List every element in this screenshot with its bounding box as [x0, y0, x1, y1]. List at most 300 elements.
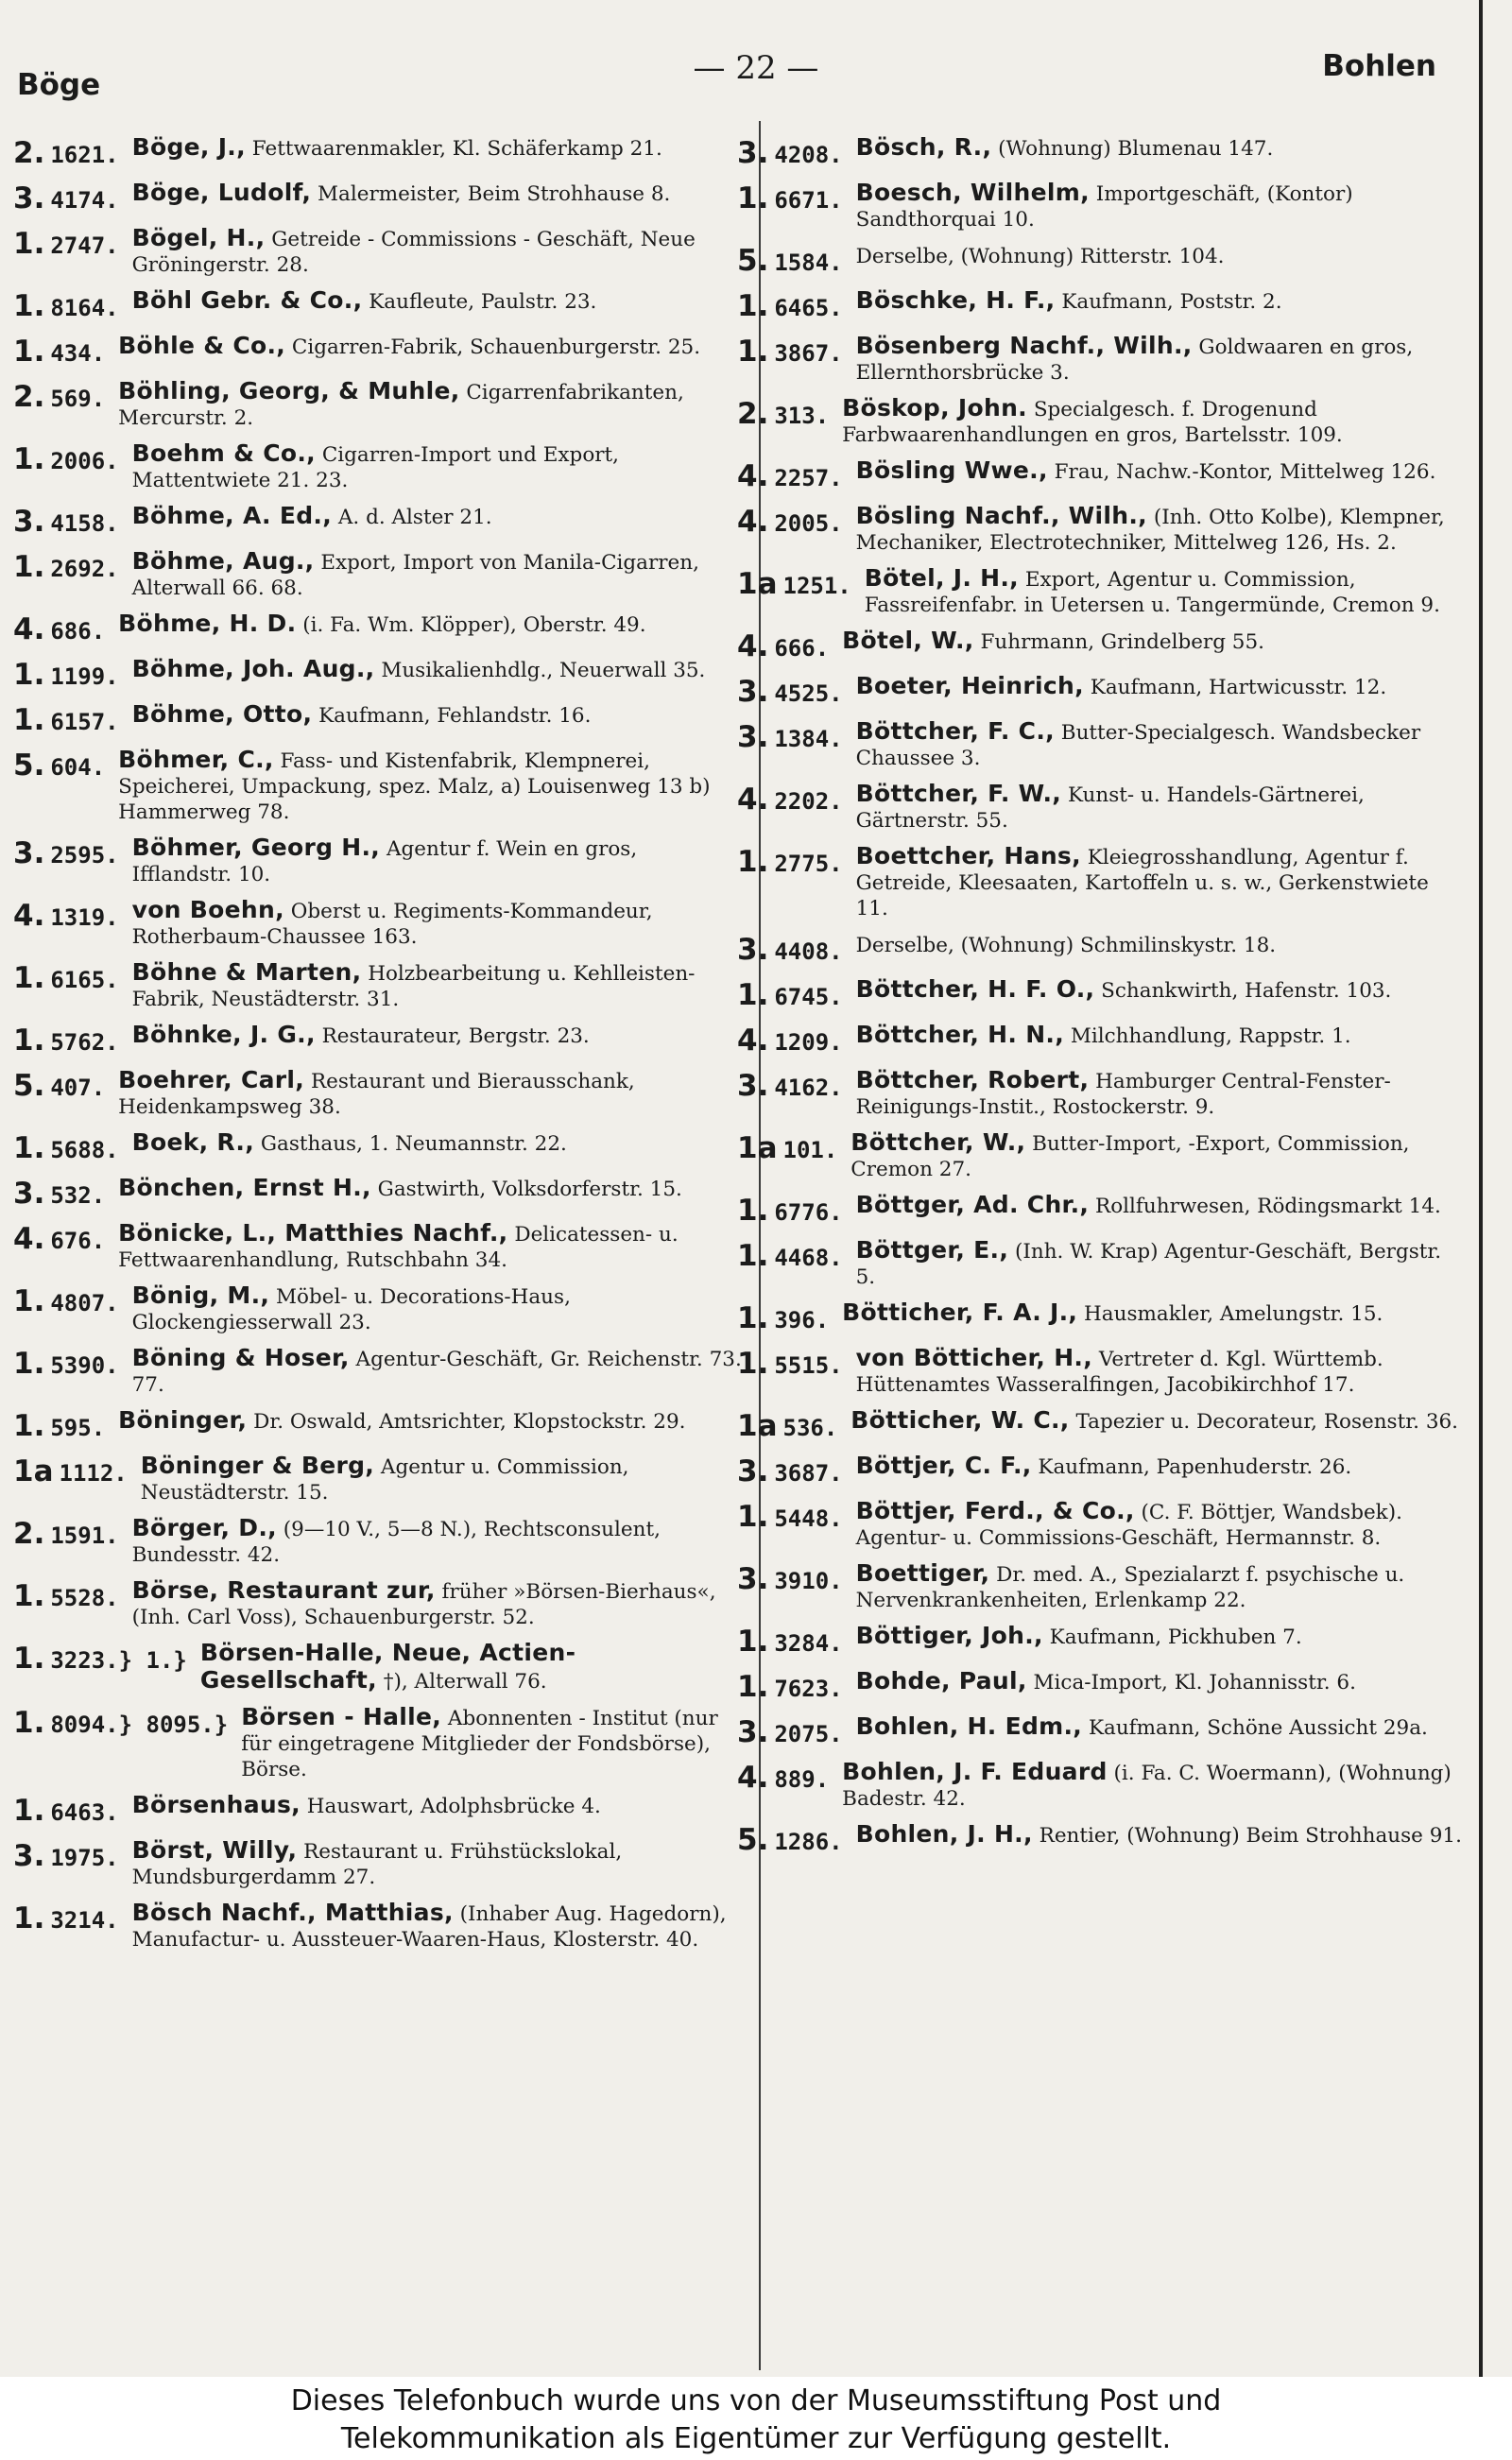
- entry-text: [128, 1453, 743, 1505]
- entry-class: 3.: [737, 1454, 769, 1488]
- entry-name: Böhmer, Georg H.,: [131, 834, 381, 861]
- entry-details: (i. Fa. C. Woermann), (Wohnung) Badestr. 42.: [842, 1762, 1452, 1811]
- directory-entry: [737, 1407, 1467, 1443]
- directory-entry: [13, 548, 743, 601]
- directory-entry: [13, 1067, 743, 1120]
- entry-phone-number: 5390.: [50, 1352, 119, 1379]
- entry-phone-number: 6745.: [774, 984, 843, 1010]
- entry-text: [843, 1623, 1467, 1650]
- entry-class: 1.: [13, 961, 45, 995]
- entry-text: [105, 1407, 743, 1435]
- entry-phone-number: 6463.: [50, 1799, 119, 1826]
- entry-details: Hamburger Central-Fenster-Reinigungs-Instit., Rostockerstr. 9.: [855, 1070, 1391, 1119]
- entry-phone-number: 6465.: [774, 295, 843, 321]
- entry-text: [843, 1067, 1467, 1120]
- directory-entry: [13, 1129, 743, 1165]
- entry-class: 3.: [13, 505, 45, 539]
- directory-entry: [13, 656, 743, 692]
- entry-text: [829, 1299, 1467, 1327]
- entry-class: 1.: [737, 845, 769, 879]
- entry-text: [119, 1345, 743, 1398]
- entry-class: 2.: [737, 397, 769, 431]
- entry-phone-number: 6165.: [50, 967, 119, 993]
- entry-class: 4.: [737, 783, 769, 817]
- entry-name: Bohlen, J. F. Eduard: [842, 1758, 1108, 1785]
- entry-details: Schankwirth, Hafenstr. 103.: [1101, 979, 1392, 1003]
- entry-name: Börst, Willy,: [131, 1836, 298, 1864]
- entry-text: [843, 1192, 1467, 1219]
- entry-text: [843, 673, 1467, 700]
- entry-phone-number: 1209.: [774, 1029, 843, 1056]
- entry-number: [13, 834, 119, 870]
- entry-number: [737, 1560, 843, 1596]
- directory-entry: [13, 1640, 743, 1694]
- directory-entry: [13, 1837, 743, 1890]
- entry-number: [13, 897, 119, 933]
- directory-entry: [13, 1220, 743, 1273]
- entry-name: Böge, Ludolf,: [131, 179, 312, 206]
- entry-text: [119, 503, 743, 530]
- entry-class: 4.: [737, 1024, 769, 1058]
- entry-class: 1.: [13, 1284, 45, 1318]
- entry-phone-number: 1199.: [50, 663, 119, 690]
- entry-phone-number: 3867.: [774, 340, 843, 367]
- entry-text: [843, 1237, 1467, 1290]
- directory-entry: [13, 1022, 743, 1058]
- entry-text: [843, 287, 1467, 315]
- entry-details: Export, Import von Manila-Cigarren, Alterwall 66. 68.: [131, 551, 699, 600]
- entry-name: Böhne & Marten,: [131, 958, 362, 986]
- directory-entry: [13, 1407, 743, 1443]
- entry-text: [843, 333, 1467, 386]
- entry-text: [843, 1821, 1467, 1849]
- entry-phone-number: 1591.: [50, 1522, 119, 1549]
- directory-entry: [737, 1192, 1467, 1228]
- directory-entry: [13, 1453, 743, 1505]
- footer-notice: [0, 2377, 1512, 2460]
- entry-class: 1.: [737, 181, 769, 215]
- directory-entry: [13, 1577, 743, 1630]
- entry-details: (9—10 V., 5—8 N.), Rechtsconsulent, Bundesstr. 42.: [131, 1518, 661, 1567]
- entry-number: [13, 611, 105, 646]
- entry-class: 1a: [13, 1454, 54, 1488]
- entry-class: 3.: [13, 836, 45, 870]
- entry-phone-number: 3214.: [50, 1907, 119, 1934]
- entry-number: [737, 1498, 843, 1534]
- entry-text: [843, 503, 1467, 556]
- entry-class: 4.: [13, 1222, 45, 1256]
- directory-entry: [737, 1668, 1467, 1704]
- entry-number: [13, 747, 105, 783]
- entry-phone-number: 1112.: [59, 1460, 128, 1487]
- entry-number: [13, 180, 119, 215]
- entry-class: 1.: [13, 289, 45, 323]
- entry-details: Butter-Specialgesch. Wandsbecker Chaussee 3.: [855, 721, 1421, 770]
- entry-class: 3.: [737, 720, 769, 754]
- entry-text: [843, 180, 1467, 232]
- directory-entry: [737, 1713, 1467, 1749]
- entry-number: [737, 1407, 837, 1443]
- entry-class: 1a: [737, 1409, 778, 1443]
- entry-text: [105, 333, 743, 360]
- entry-number: [737, 1022, 843, 1058]
- directory-entry: [13, 134, 743, 170]
- entry-details: Kaufmann, Poststr. 2.: [1061, 290, 1282, 314]
- entry-phone-number: 2005.: [774, 510, 843, 537]
- entry-details: (i. Fa. Wm. Klöpper), Oberstr. 49.: [302, 613, 646, 637]
- entry-phone-number: 604.: [50, 754, 106, 781]
- directory-entry: [13, 1515, 743, 1568]
- entry-details: Agentur u. Commission, Neustädterstr. 15.: [140, 1455, 629, 1505]
- entry-number: [13, 1129, 119, 1165]
- entry-class: 3.: [13, 1839, 45, 1873]
- entry-number: [13, 1704, 228, 1740]
- entry-phone-number: 889.: [774, 1766, 830, 1793]
- entry-details: Tapezier u. Decorateur, Rosenstr. 36.: [1075, 1410, 1459, 1434]
- directory-entry: [13, 378, 743, 431]
- entry-text: [843, 1498, 1467, 1551]
- entry-phone-number: 2747.: [50, 232, 119, 259]
- entry-details: Agentur f. Wein en gros, Ifflandstr. 10.: [131, 837, 638, 886]
- entry-text: [843, 242, 1467, 269]
- entry-details: Export, Agentur u. Commission, Fassreifenfabr. in Uetersen u. Tangermünde, Cremon 9.: [864, 568, 1440, 617]
- entry-class: 3.: [737, 1715, 769, 1749]
- entry-text: [843, 457, 1467, 485]
- entry-details: Rollfuhrwesen, Rödingsmarkt 14.: [1095, 1195, 1441, 1218]
- entry-details: Delicatessen- u. Fettwaarenhandlung, Rutschbahn 34.: [118, 1223, 679, 1272]
- directory-entry: [737, 1129, 1467, 1182]
- entry-number: [737, 395, 829, 431]
- entry-number: [13, 1345, 119, 1381]
- entry-phone-number: 686.: [50, 618, 106, 645]
- entry-number: [737, 457, 843, 493]
- entry-text: [119, 287, 743, 315]
- directory-entry: [737, 673, 1467, 709]
- entry-details: Frau, Nachw.-Kontor, Mittelweg 126.: [1054, 460, 1436, 484]
- entry-number: [737, 1713, 843, 1749]
- entry-number: [13, 225, 119, 261]
- entry-class: 3.: [737, 1069, 769, 1103]
- entry-class: 1.: [13, 658, 45, 692]
- directory-entry: [737, 976, 1467, 1012]
- entry-number: [737, 333, 843, 369]
- entry-text: [843, 931, 1467, 958]
- entry-text: [843, 976, 1467, 1004]
- entry-phone-number: 1251.: [782, 573, 851, 599]
- entry-details: Goldwaaren en gros, Ellernthorsbrücke 3.: [855, 335, 1414, 385]
- entry-text: [843, 843, 1467, 921]
- entry-phone-number: 2595.: [50, 842, 119, 869]
- entry-name: Böttcher, F. W.,: [855, 780, 1062, 807]
- entry-class: 1.: [737, 978, 769, 1012]
- entry-number: [737, 180, 843, 215]
- entry-phone-number: 2257.: [774, 465, 843, 491]
- entry-number: [737, 781, 843, 817]
- entry-details: Restaurant u. Frühstückslokal, Mundsburgerdamm 27.: [131, 1840, 623, 1889]
- entry-phone-number: 2692.: [50, 556, 119, 582]
- entry-text: [843, 1022, 1467, 1049]
- entry-number: [737, 134, 843, 170]
- entry-class: 4.: [737, 505, 769, 539]
- entry-class: 1.: [13, 1131, 45, 1165]
- directory-entry: [737, 287, 1467, 323]
- directory-entry: [737, 333, 1467, 386]
- directory-entry: [737, 1022, 1467, 1058]
- directory-entry: [737, 395, 1467, 448]
- entry-class: 2.: [13, 1517, 45, 1551]
- entry-phone-number: 5448.: [774, 1505, 843, 1532]
- entry-name: Boettcher, Hans,: [855, 842, 1081, 869]
- entry-name: Börsen-Halle, Neue, Actien-Gesellschaft,: [199, 1639, 576, 1694]
- entry-phone-number: 4162.: [774, 1075, 843, 1101]
- entry-class: 1.: [737, 1670, 769, 1704]
- entry-phone-number: 5762.: [50, 1029, 119, 1056]
- entry-name: Boek, R.,: [131, 1128, 255, 1156]
- entry-details: Holzbearbeitung u. Kehlleisten-Fabrik, Neustädterstr. 31.: [131, 962, 696, 1011]
- directory-entry: [737, 931, 1467, 967]
- entry-text: [105, 1067, 743, 1120]
- entry-details: Kaufmann, Papenhuderstr. 26.: [1038, 1455, 1352, 1479]
- entry-phone-number: 2775.: [774, 851, 843, 877]
- entry-class: 1.: [13, 335, 45, 369]
- entry-phone-number: 3910.: [774, 1568, 843, 1594]
- entry-details: Restaurateur, Bergstr. 23.: [321, 1024, 590, 1048]
- entry-text: [228, 1704, 743, 1782]
- entry-name: Bögel, H.,: [131, 224, 266, 251]
- entry-details: Cigarrenfabrikanten, Mercurstr. 2.: [118, 381, 684, 430]
- entry-name: Böttger, Ad. Chr.,: [855, 1191, 1090, 1218]
- entry-phone-number: 666.: [774, 635, 830, 662]
- entry-name: Bötel, W.,: [842, 627, 974, 654]
- entry-class: 4.: [737, 459, 769, 493]
- footer-line-2: Telekommunikation als Eigentümer zur Verfügung gestellt.: [340, 2422, 1172, 2455]
- entry-phone-number: 7623.: [774, 1676, 843, 1702]
- entry-number: [13, 1640, 187, 1676]
- entry-name: Bösling Wwe.,: [855, 456, 1048, 484]
- entry-number: [13, 1407, 105, 1443]
- entry-details: Kaufmann, Pickhuben 7.: [1049, 1626, 1302, 1649]
- entry-name: Böskop, John.: [842, 394, 1027, 421]
- directory-entry: [13, 834, 743, 887]
- directory-entry: [13, 611, 743, 646]
- entry-text: [119, 1515, 743, 1568]
- entry-name: Börse, Restaurant zur,: [131, 1576, 436, 1604]
- entry-class: 5.: [737, 244, 769, 278]
- entry-name: Böhme, Otto,: [131, 700, 313, 728]
- entry-name: Bohlen, H. Edm.,: [855, 1712, 1083, 1740]
- directory-entry: [737, 457, 1467, 493]
- entry-text: [843, 1713, 1467, 1741]
- entry-name: Bösch, R.,: [855, 133, 992, 161]
- entry-number: [13, 287, 119, 323]
- entry-number: [737, 1668, 843, 1704]
- entry-class: 4.: [737, 1761, 769, 1795]
- entry-details: Getreide - Commissions - Geschäft, Neue Gröningerstr. 28.: [131, 228, 696, 277]
- directory-entry: [13, 1792, 743, 1828]
- entry-number: [737, 718, 843, 754]
- entry-text: [119, 1837, 743, 1890]
- entry-number: [737, 503, 843, 539]
- directory-entry: [737, 843, 1467, 921]
- entry-text: [105, 1175, 743, 1202]
- entry-class: 2.: [13, 380, 45, 414]
- entry-class: 1.: [13, 442, 45, 476]
- entry-name: Böschke, H. F.,: [855, 286, 1056, 314]
- entry-text: [851, 565, 1467, 618]
- entry-phone-number: 3223.} 1.}: [50, 1647, 187, 1674]
- entry-class: 5.: [13, 748, 45, 783]
- entry-details: Milchhandlung, Rappstr. 1.: [1070, 1024, 1351, 1048]
- entry-name: Boesch, Wilhelm,: [855, 179, 1090, 206]
- entry-class: 4.: [737, 629, 769, 663]
- entry-phone-number: 2075.: [774, 1721, 843, 1747]
- entry-name: Boettiger,: [855, 1559, 990, 1587]
- entry-details: Hauswart, Adolphsbrücke 4.: [306, 1795, 601, 1818]
- entry-class: 1.: [737, 289, 769, 323]
- entry-name: Böhle & Co.,: [118, 332, 286, 359]
- directory-entry: [13, 503, 743, 539]
- entry-details: Restaurant und Bierausschank, Heidenkampsweg 38.: [118, 1070, 635, 1119]
- entry-name: Bötticher, W. C.,: [850, 1406, 1070, 1434]
- entry-text: [119, 1577, 743, 1630]
- directory-entry: [737, 1453, 1467, 1488]
- entry-details: Gasthaus, 1. Neumannstr. 22.: [260, 1132, 567, 1156]
- entry-phone-number: 536.: [782, 1415, 838, 1441]
- entry-name: Böttcher, W.,: [850, 1128, 1026, 1156]
- entry-details: Derselbe, (Wohnung) Schmilinskystr. 18.: [855, 934, 1277, 957]
- entry-class: 1a: [737, 1131, 778, 1165]
- directory-entry: [13, 1704, 743, 1782]
- entry-phone-number: 5515.: [774, 1352, 843, 1379]
- entry-number: [13, 1067, 105, 1103]
- entry-name: Böhme, H. D.: [118, 610, 297, 637]
- directory-entry: [737, 242, 1467, 278]
- entry-details: Kaufmann, Fehlandstr. 16.: [318, 704, 592, 728]
- entry-details: früher »Börsen-Bierhaus«, (Inh. Carl Voss), Schauenburgerstr. 52.: [131, 1580, 716, 1629]
- entry-phone-number: 4174.: [50, 187, 119, 214]
- entry-details: Agentur-Geschäft, Gr. Reichenstr. 73. 77.: [131, 1348, 742, 1397]
- entry-text: [119, 548, 743, 601]
- entry-number: [13, 134, 119, 170]
- entry-name: Böhme, Joh. Aug.,: [131, 655, 375, 682]
- entry-number: [13, 378, 105, 414]
- entry-name: Bönchen, Ernst H.,: [118, 1174, 371, 1201]
- entry-number: [737, 843, 843, 879]
- directory-entry: [737, 781, 1467, 834]
- entry-phone-number: 4408.: [774, 938, 843, 965]
- entry-number: [13, 440, 119, 476]
- entry-text: [119, 225, 743, 278]
- entry-phone-number: 4158.: [50, 510, 119, 537]
- entry-name: Böttger, E.,: [855, 1236, 1009, 1264]
- directory-entry: [13, 333, 743, 369]
- entry-phone-number: 313.: [774, 403, 830, 429]
- entry-text: [105, 1220, 743, 1273]
- entry-name: Böhme, A. Ed.,: [131, 502, 333, 529]
- entry-class: 5.: [13, 1069, 45, 1103]
- entry-text: [119, 701, 743, 729]
- entry-text: [105, 747, 743, 825]
- entry-name: Böhling, Georg, & Muhle,: [118, 377, 460, 404]
- entry-number: [13, 1792, 119, 1828]
- entry-class: 1.: [13, 1794, 45, 1828]
- entry-details: Kaufmann, Hartwicusstr. 12.: [1090, 676, 1387, 699]
- entry-name: Börsenhaus,: [131, 1791, 301, 1818]
- entry-name: Böhmer, C.,: [118, 746, 274, 773]
- entry-class: 1.: [13, 1706, 45, 1740]
- entry-phone-number: 5528.: [50, 1585, 119, 1611]
- entry-phone-number: 6776.: [774, 1199, 843, 1226]
- entry-class: 1.: [737, 1625, 769, 1659]
- entry-number: [737, 1821, 843, 1857]
- entry-text: [119, 834, 743, 887]
- running-head-right: Bohlen: [1322, 49, 1436, 83]
- entry-details: Rentier, (Wohnung) Beim Strohhause 91.: [1039, 1824, 1462, 1848]
- entry-details: Cigarren-Fabrik, Schauenburgerstr. 25.: [291, 335, 701, 359]
- entry-class: 1.: [13, 1579, 45, 1613]
- entry-text: [843, 1453, 1467, 1480]
- entry-name: Böttcher, Robert,: [855, 1066, 1090, 1093]
- directory-entry: [13, 440, 743, 493]
- entry-phone-number: 434.: [50, 340, 106, 367]
- entry-text: [843, 781, 1467, 834]
- entry-details: Kunst- u. Handels-Gärtnerei, Gärtnerstr. 55.: [855, 783, 1365, 833]
- entry-class: 1.: [13, 1642, 45, 1676]
- entry-text: [829, 628, 1467, 655]
- entry-number: [13, 656, 119, 692]
- directory-entry: [13, 1175, 743, 1211]
- entry-number: [737, 1345, 843, 1381]
- entry-class: 1.: [737, 1301, 769, 1335]
- entry-name: Böge, J.,: [131, 133, 246, 161]
- entry-name: Bötel, J. H.,: [864, 564, 1019, 592]
- entry-text: [843, 1668, 1467, 1695]
- entry-phone-number: 1584.: [774, 249, 843, 276]
- directory-entry: [737, 1623, 1467, 1659]
- entry-class: 3.: [737, 1562, 769, 1596]
- directory-entry: [737, 1299, 1467, 1335]
- entry-name: Böhnke, J. G.,: [131, 1021, 316, 1048]
- entry-name: Böttcher, H. F. O.,: [855, 975, 1095, 1003]
- entry-phone-number: 8164.: [50, 295, 119, 321]
- page-number: — 22 —: [693, 49, 819, 87]
- entry-phone-number: 5688.: [50, 1137, 119, 1163]
- entry-phone-number: 2202.: [774, 788, 843, 815]
- entry-class: 1.: [13, 1901, 45, 1935]
- entry-text: [119, 1282, 743, 1335]
- entry-phone-number: 1975.: [50, 1845, 119, 1871]
- entry-name: Bösling Nachf., Wilh.,: [855, 502, 1147, 529]
- entry-phone-number: 1319.: [50, 904, 119, 931]
- entry-text: [105, 378, 743, 431]
- entry-details: Musikalienhdlg., Neuerwall 35.: [381, 659, 706, 682]
- entry-number: [13, 1577, 119, 1613]
- entry-text: [119, 134, 743, 162]
- entry-class: 1.: [13, 1024, 45, 1058]
- entry-name: Bohde, Paul,: [855, 1667, 1027, 1694]
- entry-class: 4.: [13, 612, 45, 646]
- entry-phone-number: 3687.: [774, 1460, 843, 1487]
- entry-number: [737, 976, 843, 1012]
- directory-entry: [13, 959, 743, 1012]
- entry-phone-number: 4807.: [50, 1290, 119, 1316]
- entry-details: Butter-Import, -Export, Commission, Cremon 27.: [850, 1132, 1410, 1181]
- entry-text: [119, 959, 743, 1012]
- entry-text: [829, 1759, 1467, 1812]
- entry-number: [737, 1192, 843, 1228]
- entry-phone-number: 407.: [50, 1075, 106, 1101]
- directory-entry: [13, 747, 743, 825]
